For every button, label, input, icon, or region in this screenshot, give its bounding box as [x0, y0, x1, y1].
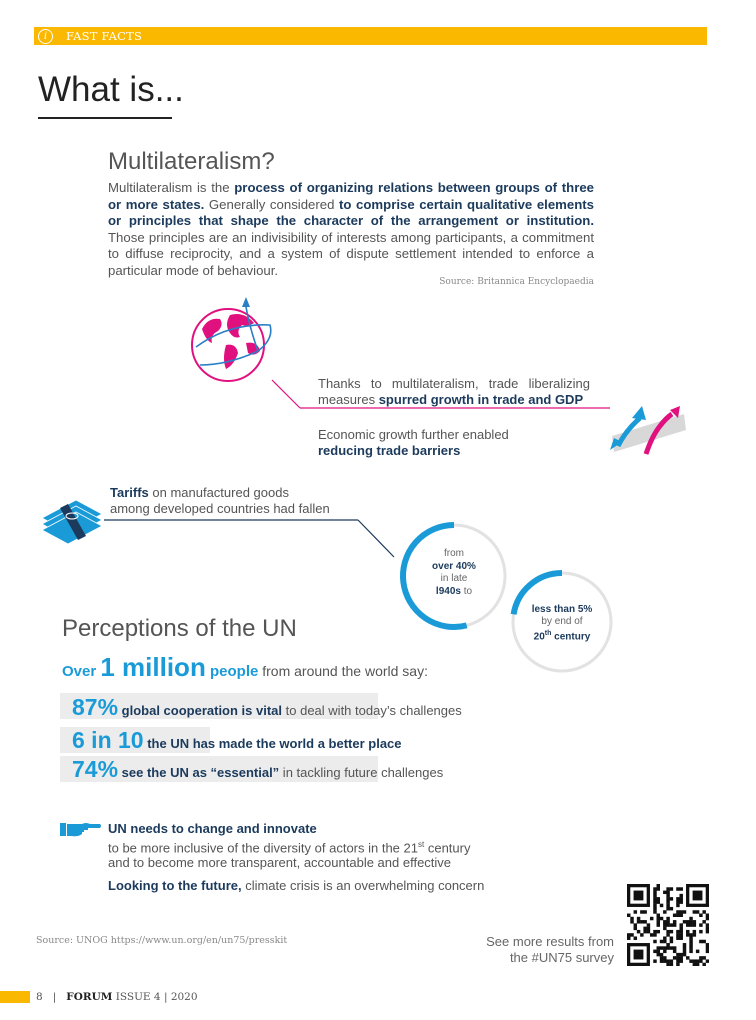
title-underline [38, 117, 172, 119]
see-more-text: See more results from the #UN75 survey [486, 934, 614, 965]
page-title: What is... [38, 70, 184, 109]
stat-global-cooperation: 87% global cooperation is vital to deal with today’s challenges [72, 694, 462, 720]
footer-page-info: 8 | FORUM ISSUE 4 | 2020 [36, 991, 198, 1003]
donut-1940s-label: from over 40% in late l940s to [432, 548, 476, 597]
future-text: Looking to the future, climate crisis is an overwhelming concern [108, 878, 485, 893]
over-million-line: Over 1 million people from around the world say: [62, 652, 428, 682]
change-title: UN needs to change and innovate [108, 821, 317, 836]
footer-source: Source: UNOG https://www.un.org/en/un75/presskit [36, 935, 288, 946]
stat-un-better-world: 6 in 10 the UN has made the world a better place [72, 727, 402, 753]
page-number: 8 [36, 991, 43, 1003]
tariffs-text: Tariffs on manufactured goods among developed countries had fallen [110, 485, 330, 516]
change-text: to be more inclusive of the diversity of actors in the 21st century and to become more transparent, accountable and effective [108, 840, 471, 871]
footer-accent-bar [0, 991, 30, 1003]
trade-arrows-icon [600, 400, 686, 456]
section-heading: Multilateralism? [108, 148, 275, 175]
qr-code[interactable] [627, 884, 709, 966]
pointing-hand-icon [60, 820, 102, 838]
trade-growth-text: Thanks to multilateralism, trade liberalizing measures spurred growth in trade and GDP [318, 376, 590, 407]
tariff-connector-line [104, 515, 404, 563]
money-stack-icon [40, 488, 104, 544]
stat-un-essential: 74% see the UN as “essential” in tackling future challenges [72, 756, 444, 782]
perceptions-heading: Perceptions of the UN [62, 615, 297, 642]
info-icon: i [38, 29, 53, 44]
barrier-reduction-text: Economic growth further enabled reducing trade barriers [318, 427, 509, 458]
donut-20th-century-label: less than 5% by end of 20th century [531, 604, 593, 643]
definition-text: Multilateralism is the process of organizing relations between groups of three or more states. Generally considered to comprise certain qualitative elements or principles that shape the character of the arrangement or institution. Those principles are an indivisibility of interests among participants, a commitment to diffuse reciprocity, and a system of dispute settlement intended to enforce a particular mode of behaviour. [108, 180, 594, 278]
globe-icon [188, 295, 278, 385]
header-label: FAST FACTS [66, 29, 143, 43]
definition-source: Source: Britannica Encyclopaedia [439, 277, 594, 287]
